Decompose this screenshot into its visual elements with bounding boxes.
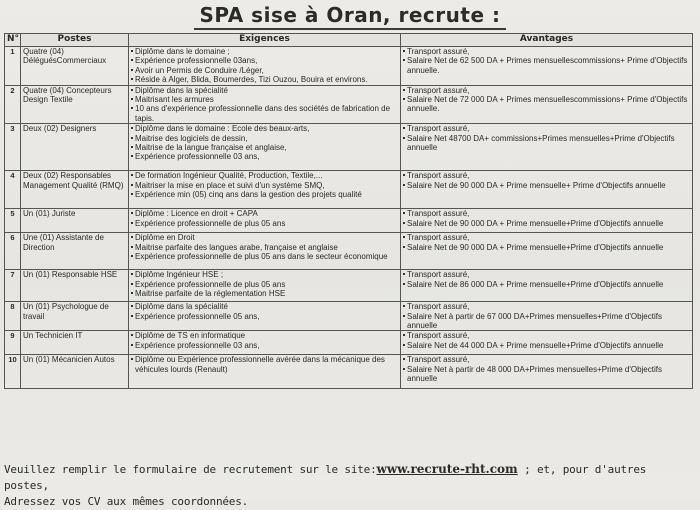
exigences-list: [131, 270, 398, 298]
exigences-item: Diplôme en Droit: [131, 233, 398, 242]
avantages-item: Salaire Net à partir de 67 000 DA+Primes mensuelles+Prime d'Objectifs annuelle: [403, 312, 690, 331]
avantages-cell: [401, 302, 693, 331]
exigences-cell: [129, 270, 401, 302]
exigences-item: 10 ans d'expérience professionnelle dans des sociétés de fabrication de tapis.: [131, 104, 398, 123]
exigences-item: Expérience professionnelle 03 ans,: [131, 152, 398, 161]
avantages-item: Transport assuré,: [403, 124, 690, 133]
avantages-cell: [401, 124, 693, 171]
exigences-list: [131, 124, 398, 162]
poste-cell: Un (01) Psychologue de travail: [21, 302, 129, 331]
table-row: [5, 302, 693, 331]
exigences-item: Diplôme dans la spécialité: [131, 302, 398, 311]
row-number: 10: [5, 355, 21, 389]
row-number: 4: [5, 171, 21, 209]
exigences-item: Avoir un Permis de Conduire /Léger,: [131, 66, 398, 75]
avantages-item: Transport assuré,: [403, 209, 690, 218]
avantages-list: [403, 124, 690, 152]
avantages-list: [403, 209, 690, 228]
footer-text-after: ; et, pour d'autres postes,: [4, 463, 647, 492]
exigences-cell: [129, 331, 401, 355]
exigences-cell: [129, 302, 401, 331]
exigences-item: Maitrise des logiciels de dessin,: [131, 134, 398, 143]
table-body: [5, 47, 693, 389]
exigences-item: Réside à Alger, Blida, Boumerdes, Tizi Ouzou, Bouira et environs.: [131, 75, 398, 84]
title-area: [0, 3, 700, 30]
exigences-cell: [129, 355, 401, 389]
avantages-list: [403, 270, 690, 289]
exigences-list: [131, 47, 398, 85]
exigences-item: Diplôme : Licence en droit + CAPA: [131, 209, 398, 218]
poste-cell: Une (01) Assistante de Direction: [21, 233, 129, 270]
table-row: [5, 47, 693, 86]
avantages-item: Transport assuré,: [403, 47, 690, 56]
exigences-item: Diplôme ou Expérience professionnelle avérée dans la mécanique des véhicules lourds (Renault): [131, 355, 398, 374]
exigences-item: Maitrisant les armures: [131, 95, 398, 104]
row-number: 2: [5, 85, 21, 124]
row-number: 6: [5, 233, 21, 270]
header-num: N°: [5, 34, 21, 47]
row-number: 7: [5, 270, 21, 302]
poste-cell: Deux (02) Responsables Management Qualité (RMQ): [21, 171, 129, 209]
avantages-list: [403, 86, 690, 114]
avantages-list: [403, 47, 690, 75]
avantages-item: Transport assuré,: [403, 270, 690, 279]
table-row: [5, 124, 693, 171]
exigences-cell: [129, 85, 401, 124]
exigences-item: Expérience professionnelle de plus 05 ans: [131, 219, 398, 228]
avantages-list: [403, 355, 690, 383]
exigences-item: Maitriser la mise en place et suivi d'un système SMQ,: [131, 181, 398, 190]
poste-cell: Un (01) Responsable HSE: [21, 270, 129, 302]
header-postes: Postes: [21, 34, 129, 47]
exigences-item: Expérience professionnelle de plus 05 ans: [131, 280, 398, 289]
avantages-item: Transport assuré,: [403, 86, 690, 95]
exigences-list: [131, 86, 398, 124]
exigences-cell: [129, 233, 401, 270]
table-row: [5, 209, 693, 233]
avantages-list: [403, 331, 690, 350]
exigences-item: Maitrise parfaite des langues arabe, française et anglaise: [131, 243, 398, 252]
exigences-item: Diplôme dans le domaine ;: [131, 47, 398, 56]
exigences-list: [131, 302, 398, 321]
exigences-item: Diplôme dans le domaine : Ecole des beaux-arts,: [131, 124, 398, 133]
avantages-item: Salaire Net de 72 000 DA + Primes mensuellescommissions+ Prime d'Objectifs annuelle.: [403, 95, 690, 114]
avantages-list: [403, 171, 690, 190]
poste-cell: Un (01) Juriste: [21, 209, 129, 233]
avantages-list: [403, 233, 690, 252]
table-row: [5, 85, 693, 124]
header-exigences: Exigences: [129, 34, 401, 47]
avantages-cell: [401, 209, 693, 233]
exigences-item: Maitrise de la langue française et anglaise,: [131, 143, 398, 152]
row-number: 3: [5, 124, 21, 171]
ad-title: SPA sise à Oran, recrute :: [194, 3, 507, 30]
poste-cell: Un (01) Mécanicien Autos: [21, 355, 129, 389]
table-row: [5, 233, 693, 270]
avantages-item: Salaire Net à partir de 48 000 DA+Primes mensuelles+Prime d'Objectifs annuelle: [403, 365, 690, 384]
avantages-item: Salaire Net de 90 000 DA + Prime mensuelle+Prime d'Objectifs annuelle: [403, 243, 690, 252]
exigences-item: Diplôme Ingénieur HSE ;: [131, 270, 398, 279]
avantages-cell: [401, 355, 693, 389]
poste-cell: Quatre (04) Concepteurs Design Textile: [21, 85, 129, 124]
footer-line-1: [4, 461, 694, 494]
avantages-cell: [401, 85, 693, 124]
avantages-cell: [401, 331, 693, 355]
avantages-item: Salaire Net de 86 000 DA + Prime mensuelle+Prime d'Objectifs annuelle: [403, 280, 690, 289]
exigences-item: Expérience professionnelle de plus 05 ans dans le secteur économique: [131, 252, 398, 261]
avantages-cell: [401, 171, 693, 209]
row-number: 9: [5, 331, 21, 355]
exigences-cell: [129, 124, 401, 171]
avantages-cell: [401, 47, 693, 86]
avantages-item: Salaire Net de 90 000 DA + Prime mensuelle+ Prime d'Objectifs annuelle: [403, 181, 690, 190]
exigences-cell: [129, 47, 401, 86]
table-row: [5, 355, 693, 389]
exigences-list: [131, 209, 398, 228]
avantages-item: Transport assuré,: [403, 355, 690, 364]
row-number: 1: [5, 47, 21, 86]
avantages-item: Salaire Net de 44 000 DA + Prime mensuelle+Prime d'Objectifs annuelle: [403, 341, 690, 350]
table-row: [5, 270, 693, 302]
exigences-item: Expérience professionnelle 03ans,: [131, 56, 398, 65]
header-avantages: Avantages: [401, 34, 693, 47]
avantages-item: Transport assuré,: [403, 171, 690, 180]
poste-cell: Un Technicien IT: [21, 331, 129, 355]
exigences-item: Expérience professionnelle 05 ans,: [131, 312, 398, 321]
poste-cell: Deux (02) Designers: [21, 124, 129, 171]
exigences-item: Maitrise parfaite de la réglementation HSE: [131, 289, 398, 298]
exigences-list: [131, 355, 398, 374]
footer-line-2: Adressez vos CV aux mêmes coordonnées.: [4, 495, 249, 508]
table-header-row: [5, 34, 693, 47]
table-row: [5, 331, 693, 355]
footer-note: [4, 461, 694, 510]
avantages-cell: [401, 270, 693, 302]
exigences-item: Expérience professionnelle 03 ans,: [131, 341, 398, 350]
exigences-item: Expérience min (05) cinq ans dans la gestion des projets qualité: [131, 190, 398, 199]
row-number: 8: [5, 302, 21, 331]
job-offers-table: [4, 33, 693, 389]
website-link[interactable]: www.recrute-rht.com: [376, 462, 518, 476]
footer-text-before: Veuillez remplir le formulaire de recrutement sur le site:: [4, 463, 377, 476]
avantages-list: [403, 302, 690, 330]
avantages-cell: [401, 233, 693, 270]
exigences-list: [131, 171, 398, 199]
exigences-item: Diplôme dans la spécialité: [131, 86, 398, 95]
exigences-cell: [129, 209, 401, 233]
exigences-cell: [129, 171, 401, 209]
avantages-item: Transport assuré,: [403, 302, 690, 311]
avantages-item: Salaire Net de 62 500 DA + Primes mensuellescommissions+ Prime d'Objectifs annuelle.: [403, 56, 690, 75]
exigences-item: De formation Ingénieur Qualité, Production, Textile,...: [131, 171, 398, 180]
exigences-list: [131, 331, 398, 350]
avantages-item: Salaire Net de 90 000 DA + Prime mensuelle+Prime d'Objectifs annuelle: [403, 219, 690, 228]
avantages-item: Transport assuré,: [403, 331, 690, 340]
table-row: [5, 171, 693, 209]
row-number: 5: [5, 209, 21, 233]
avantages-item: Transport assuré,: [403, 233, 690, 242]
exigences-item: Diplôme de TS en informatique: [131, 331, 398, 340]
avantages-item: Salaire Net 48700 DA+ commissions+Primes mensuelles+Prime d'Objectifs annuelle: [403, 134, 690, 153]
exigences-list: [131, 233, 398, 261]
poste-cell: Quatre (04) DéléguésCommerciaux: [21, 47, 129, 86]
